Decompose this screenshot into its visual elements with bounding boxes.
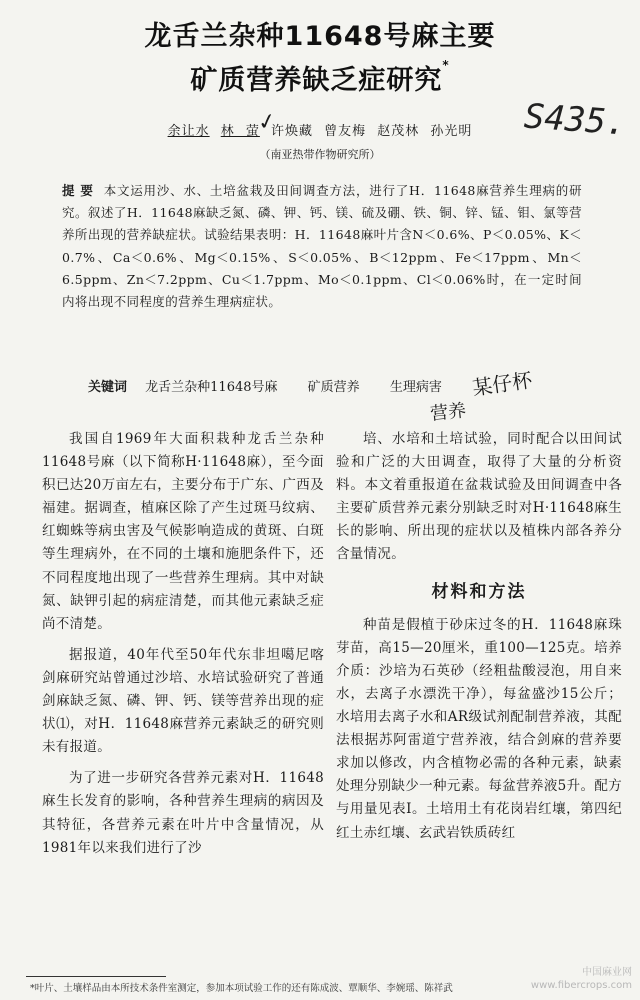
watermark-line-1: 中国麻业网 [582, 967, 632, 978]
body-paragraph: 我国自1969年大面积栽种龙舌兰杂种11648号麻（以下简称H·11648麻），至今面积已达20万亩左右，主要分布于广东、广西及福建。据调查，植麻区除了产生过斑马纹病、红蜘蛛等病虫害及气候影响造成的黄斑、白斑等生理病外，在不同的土壤和施肥条件下，还不同程度地出现了一些营养生理病。其中对缺氮、缺钾引起的病症清楚，而其他元素缺乏症尚不清楚。 [42, 431, 324, 632]
handwritten-check-mark: ✓ [255, 108, 279, 137]
section-heading-materials-methods: 材料和方法 [431, 581, 527, 602]
keyword-3: 生理病害 [389, 380, 442, 395]
author-1: 余让水 [167, 124, 210, 139]
body-column-left [42, 428, 324, 868]
abstract [62, 180, 582, 313]
body-column-right [336, 428, 622, 853]
site-watermark [531, 966, 632, 992]
keyword-2: 矿质营养 [307, 380, 360, 395]
body-paragraph: 据报道，40年代至50年代东非坦噶尼喀剑麻研究站曾通过沙培、水培试验研究了普通剑麻缺乏氮、磷、钾、钙、镁等营养出现的症状⑴，对H．11648麻营养元素缺乏的研究则未有报道。 [42, 646, 324, 756]
handwritten-keyword-note-2: 营养 [429, 400, 468, 425]
keyword-1: 龙舌兰杂种11648号麻 [145, 380, 278, 395]
author-2: 林 萤 [220, 124, 260, 139]
other-authors: 许焕藏 曾友梅 赵茂林 孙光明 [271, 124, 473, 139]
footnote: *叶片、土壤样品由本所技术条件室测定，参加本项试验工作的还有陈成波、覃顺华、李婉瑶、陈祥武 [30, 983, 453, 994]
author-affiliation: （南亚热带作物研究所） [259, 148, 381, 161]
watermark-line-2: www.fibercrops.com [530, 980, 632, 991]
paper-title-line-2-text: 矿质营养缺乏症研究 [190, 65, 443, 96]
handwritten-keyword-note: 某仔杯 [470, 367, 534, 401]
title-footnote-mark: * [442, 58, 450, 72]
paper-title-line-1: 龙舌兰杂种11648号麻主要 [144, 21, 496, 52]
body-paragraph: 为了进一步研究各营养元素对H．11648麻生长发育的影响，各种营养生理病的病因及其特征，各营养元素在叶片中含量情况，从1981年以来我们进行了沙 [42, 770, 324, 856]
body-paragraph: 种苗是假植于砂床过冬的H．11648麻珠芽苗，高15—20厘米，重100—125克。培养介质：沙培为石英砂（经粗盐酸浸泡，用自来水，去离子水漂洗干净），每盆盛沙15公斤；水培用去离子水和AR级试剂配制营养液，其配法根据苏阿雷道宁营养液，结合剑麻的营养要求加以修改，内含植物必需的各种元素，缺素处理分别缺少一种元素。每盆营养液5升。配方与用量见表Ⅰ。土培用土有花岗岩红壤，第四纪红土赤红壤、玄武岩铁质砖红 [336, 616, 622, 841]
footnote-divider [26, 976, 166, 977]
author-list [0, 120, 640, 139]
body-paragraph: 培、水培和土培试验，同时配合以田间试验和广泛的大田调查，取得了大量的分析资料。本文着重报道在盆栽试验及田间调查中各主要矿质营养元素分别缺乏时对H·11648麻生长的影响、所出现的症状以及植株内部各养分含量情况。 [336, 431, 622, 563]
handwritten-call-number: S435. [522, 96, 628, 144]
abstract-text: 本文运用沙、水、土培盆栽及田间调查方法，进行了H．11648麻营养生理病的研究。叙述了H．11648麻缺乏氮、磷、钾、钙、镁、硫及硼、铁、铜、锌、锰、钼、氯等营养所出现的营养缺症状。试验结果表明：H．11648麻叶片含N＜0.6%、P＜0.05%、K＜0.7%、Ca＜0.6%、Mg＜0.15%、S＜0.05%、B＜12ppm、Fe＜17ppm、Mn＜6.5ppm、Zn＜7.2ppm、Cu＜1.7ppm、Mo＜0.1ppm、Cl＜0.06%时，在一定时间内将出现不同程度的营养生理病症状。 [62, 183, 582, 310]
keywords-label: 关键词 [88, 380, 128, 395]
abstract-label: 提 要 [62, 183, 94, 198]
paper-title-line-2 [0, 58, 640, 97]
